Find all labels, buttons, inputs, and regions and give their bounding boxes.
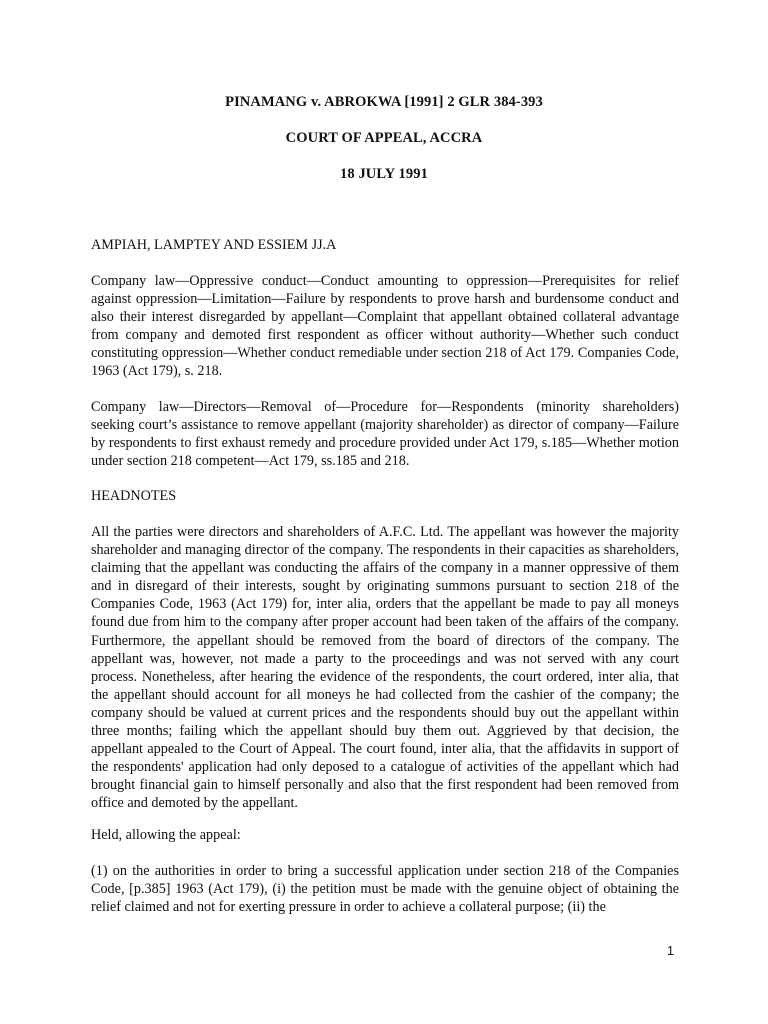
court-name: COURT OF APPEAL, ACCRA — [285, 130, 483, 146]
judgment-date: 18 JULY 1991 — [340, 166, 428, 182]
catchwords-paragraph-1: Company law—Oppressive conduct—Conduct amounting to oppression—Prerequisites for relief against oppression—Limitation—Failure by respondents to prove harsh and burdensome conduct and also their interest disregarded by appellant—Complaint that appellant obtained collateral advantage from company and demoted first respondent as officer without authority—Whether such conduct constituting oppression—Whether conduct remediable under section 218 of Act 179. Companies Code, 1963 (Act 179), s. 218. — [91, 273, 679, 380]
headnote-paragraph: All the parties were directors and shareholders of A.F.C. Ltd. The appellant was however the majority shareholder and managing director of the company. The respondents in their capacities as shareholders, claiming that the appellant was conducting the affairs of the company in a manner oppressive of them and in disregard of their interests, sought by originating summons pursuant to section 218 of the Companies Code, 1963 (Act 179) for, inter alia, orders that the appellant be made to pay all moneys found due from him to the company after proper account had been taken of the affairs of the company. Furthermore, the appellant should be removed from the board of directors of the company. The appellant was, however, not made a party to the proceedings and was not served with any court process. Nonetheless, after hearing the evidence of the respondents, the court ordered, inter alia, that the appellant should account for all moneys he had collected from the cashier of the company; the company should be valued at current prices and the respondents should buy out the appellant within three months; failing which the appellant should buy them out. Aggrieved by that decision, the appellant appealed to the Court of Appeal. The court found, inter alia, that the affidavits in support of the respondents' application had only deposed to a catalogue of activities of the appellant which had brought financial gain to himself personally and also that the first respondent had been removed from office and demoted by the appellant. — [91, 524, 679, 812]
catchwords-paragraph-2: Company law—Directors—Removal of—Procedure for—Respondents (minority shareholders) seeking court’s assistance to remove appellant (majority shareholder) as director of company—Failure by respondents to first exhaust remedy and procedure provided under Act 179, s.185—Whether motion under section 218 competent—Act 179, ss.185 and 218. — [91, 399, 679, 470]
held-label: Held, allowing the appeal: — [91, 827, 241, 843]
headnotes-label: HEADNOTES — [91, 488, 177, 504]
case-title: PINAMANG v. ABROKWA [1991] 2 GLR 384-393 — [225, 94, 543, 110]
judges-line: AMPIAH, LAMPTEY AND ESSIEM JJ.A — [91, 237, 337, 253]
held-point-1: (1) on the authorities in order to bring a successful application under section 218 of the Companies Code, [p.385] 1963 (Act 179), (i) the petition must be made with the genuine object of obtaining the relief claimed and not for exerting pressure in order to achieve a collateral purpose; (ii) the — [91, 863, 679, 916]
page-number: 1 — [667, 944, 674, 958]
